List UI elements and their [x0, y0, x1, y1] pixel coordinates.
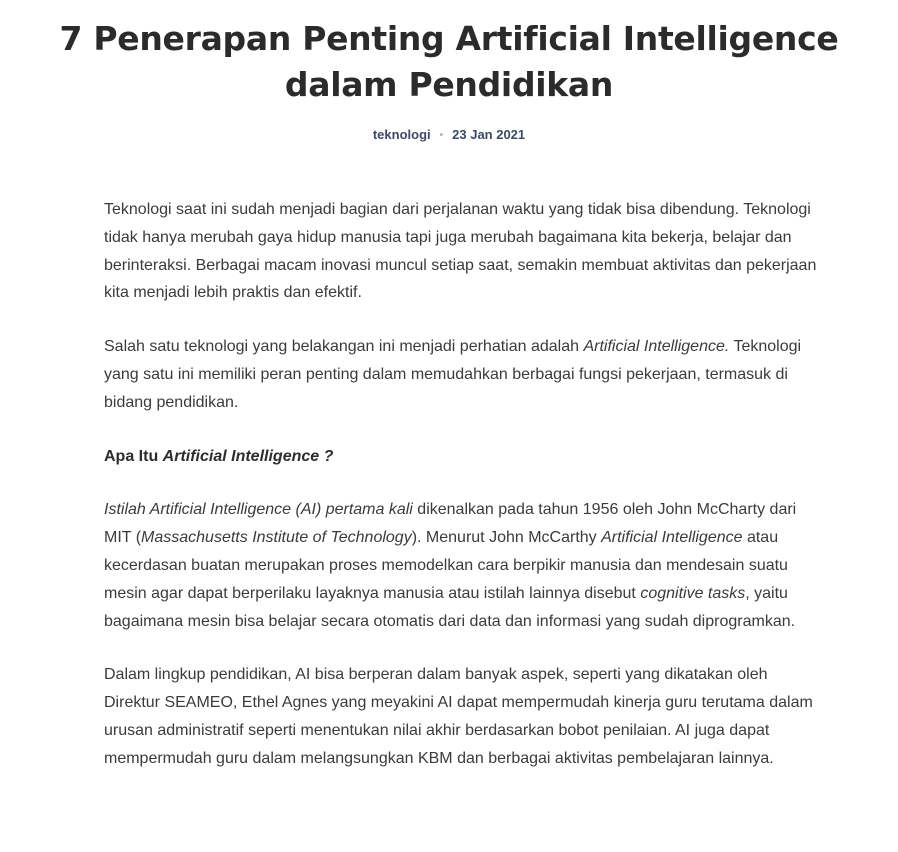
p2-italic-term: Artificial Intelligence. [583, 338, 730, 356]
p3-italic-4: cognitive tasks [640, 584, 746, 602]
paragraph-education: Dalam lingkup pendidikan, AI bisa berperan dalam banyak aspek, seperti yang dikatakan oleh Direktur SEAMEO, Ethel Agnes yang meyakini AI dapat mempermudah kinerja guru terutama dalam urusan administratif seperti menentukan nilai akhir berdasarkan bobot penilaian. AI juga dapat mempermudah guru dalam melangsungkan KBM dan berbagai aktivitas pembelajaran lainnya. [104, 666, 813, 767]
p2-text-before: Salah satu teknologi yang belakangan ini menjadi perhatian adalah [104, 338, 584, 356]
heading-prefix: Apa Itu [104, 447, 163, 465]
paragraph-intro: Teknologi saat ini sudah menjadi bagian dari perjalanan waktu yang tidak bisa dibendung. Teknologi tidak hanya merubah gaya hidup manusia tapi juga merubah bagaimana kita bekerja, belajar dan berinteraksi. Berbagai macam inovasi muncul setiap saat, semakin membuat aktivitas dan pekerjaan kita menjadi lebih praktis dan efektif. [104, 201, 817, 302]
paragraph-ai-definition [104, 496, 820, 635]
p3-italic-2: Massachusetts Institute of Technology [141, 529, 412, 547]
article-title [40, 16, 858, 108]
publish-date: 23 Jan 2021 [452, 127, 526, 142]
title-line-2: dalam Pendidikan [284, 65, 614, 104]
title-line-1: 7 Penerapan Penting Artificial Intelligence [59, 19, 839, 58]
p3-text-1: dikenalkan pada tahun 1956 oleh John McCharty dari MIT ( [104, 501, 797, 547]
meta-separator: • [439, 130, 444, 141]
article-body [104, 196, 820, 799]
section-heading [104, 443, 820, 471]
article-meta [0, 126, 898, 145]
p2-text-after: Teknologi yang satu ini memiliki peran penting dalam memudahkan berbagai fungsi pekerjaan, termasuk di bidang pendidikan. [104, 338, 802, 411]
p3-italic-1: Istilah Artificial Intelligence (AI) pertama kali [104, 501, 413, 519]
heading-italic: Artificial Intelligence ? [162, 447, 334, 465]
p3-text-2: ). Menurut John McCarthy [411, 529, 602, 547]
p3-italic-3: Artificial Intelligence [601, 529, 743, 547]
p3-text-4: , yaitu bagaimana mesin bisa belajar secara otomatis dari data dan informasi yang sudah diprogramkan. [104, 584, 796, 630]
p3-text-3: atau kecerdasan buatan merupakan proses memodelkan cara berpikir manusia dan mendesain suatu mesin agar dapat berperilaku layaknya manusia atau istilah lainnya disebut [104, 529, 788, 602]
paragraph-ai-attention [104, 333, 820, 416]
category-link[interactable]: teknologi [372, 127, 431, 142]
